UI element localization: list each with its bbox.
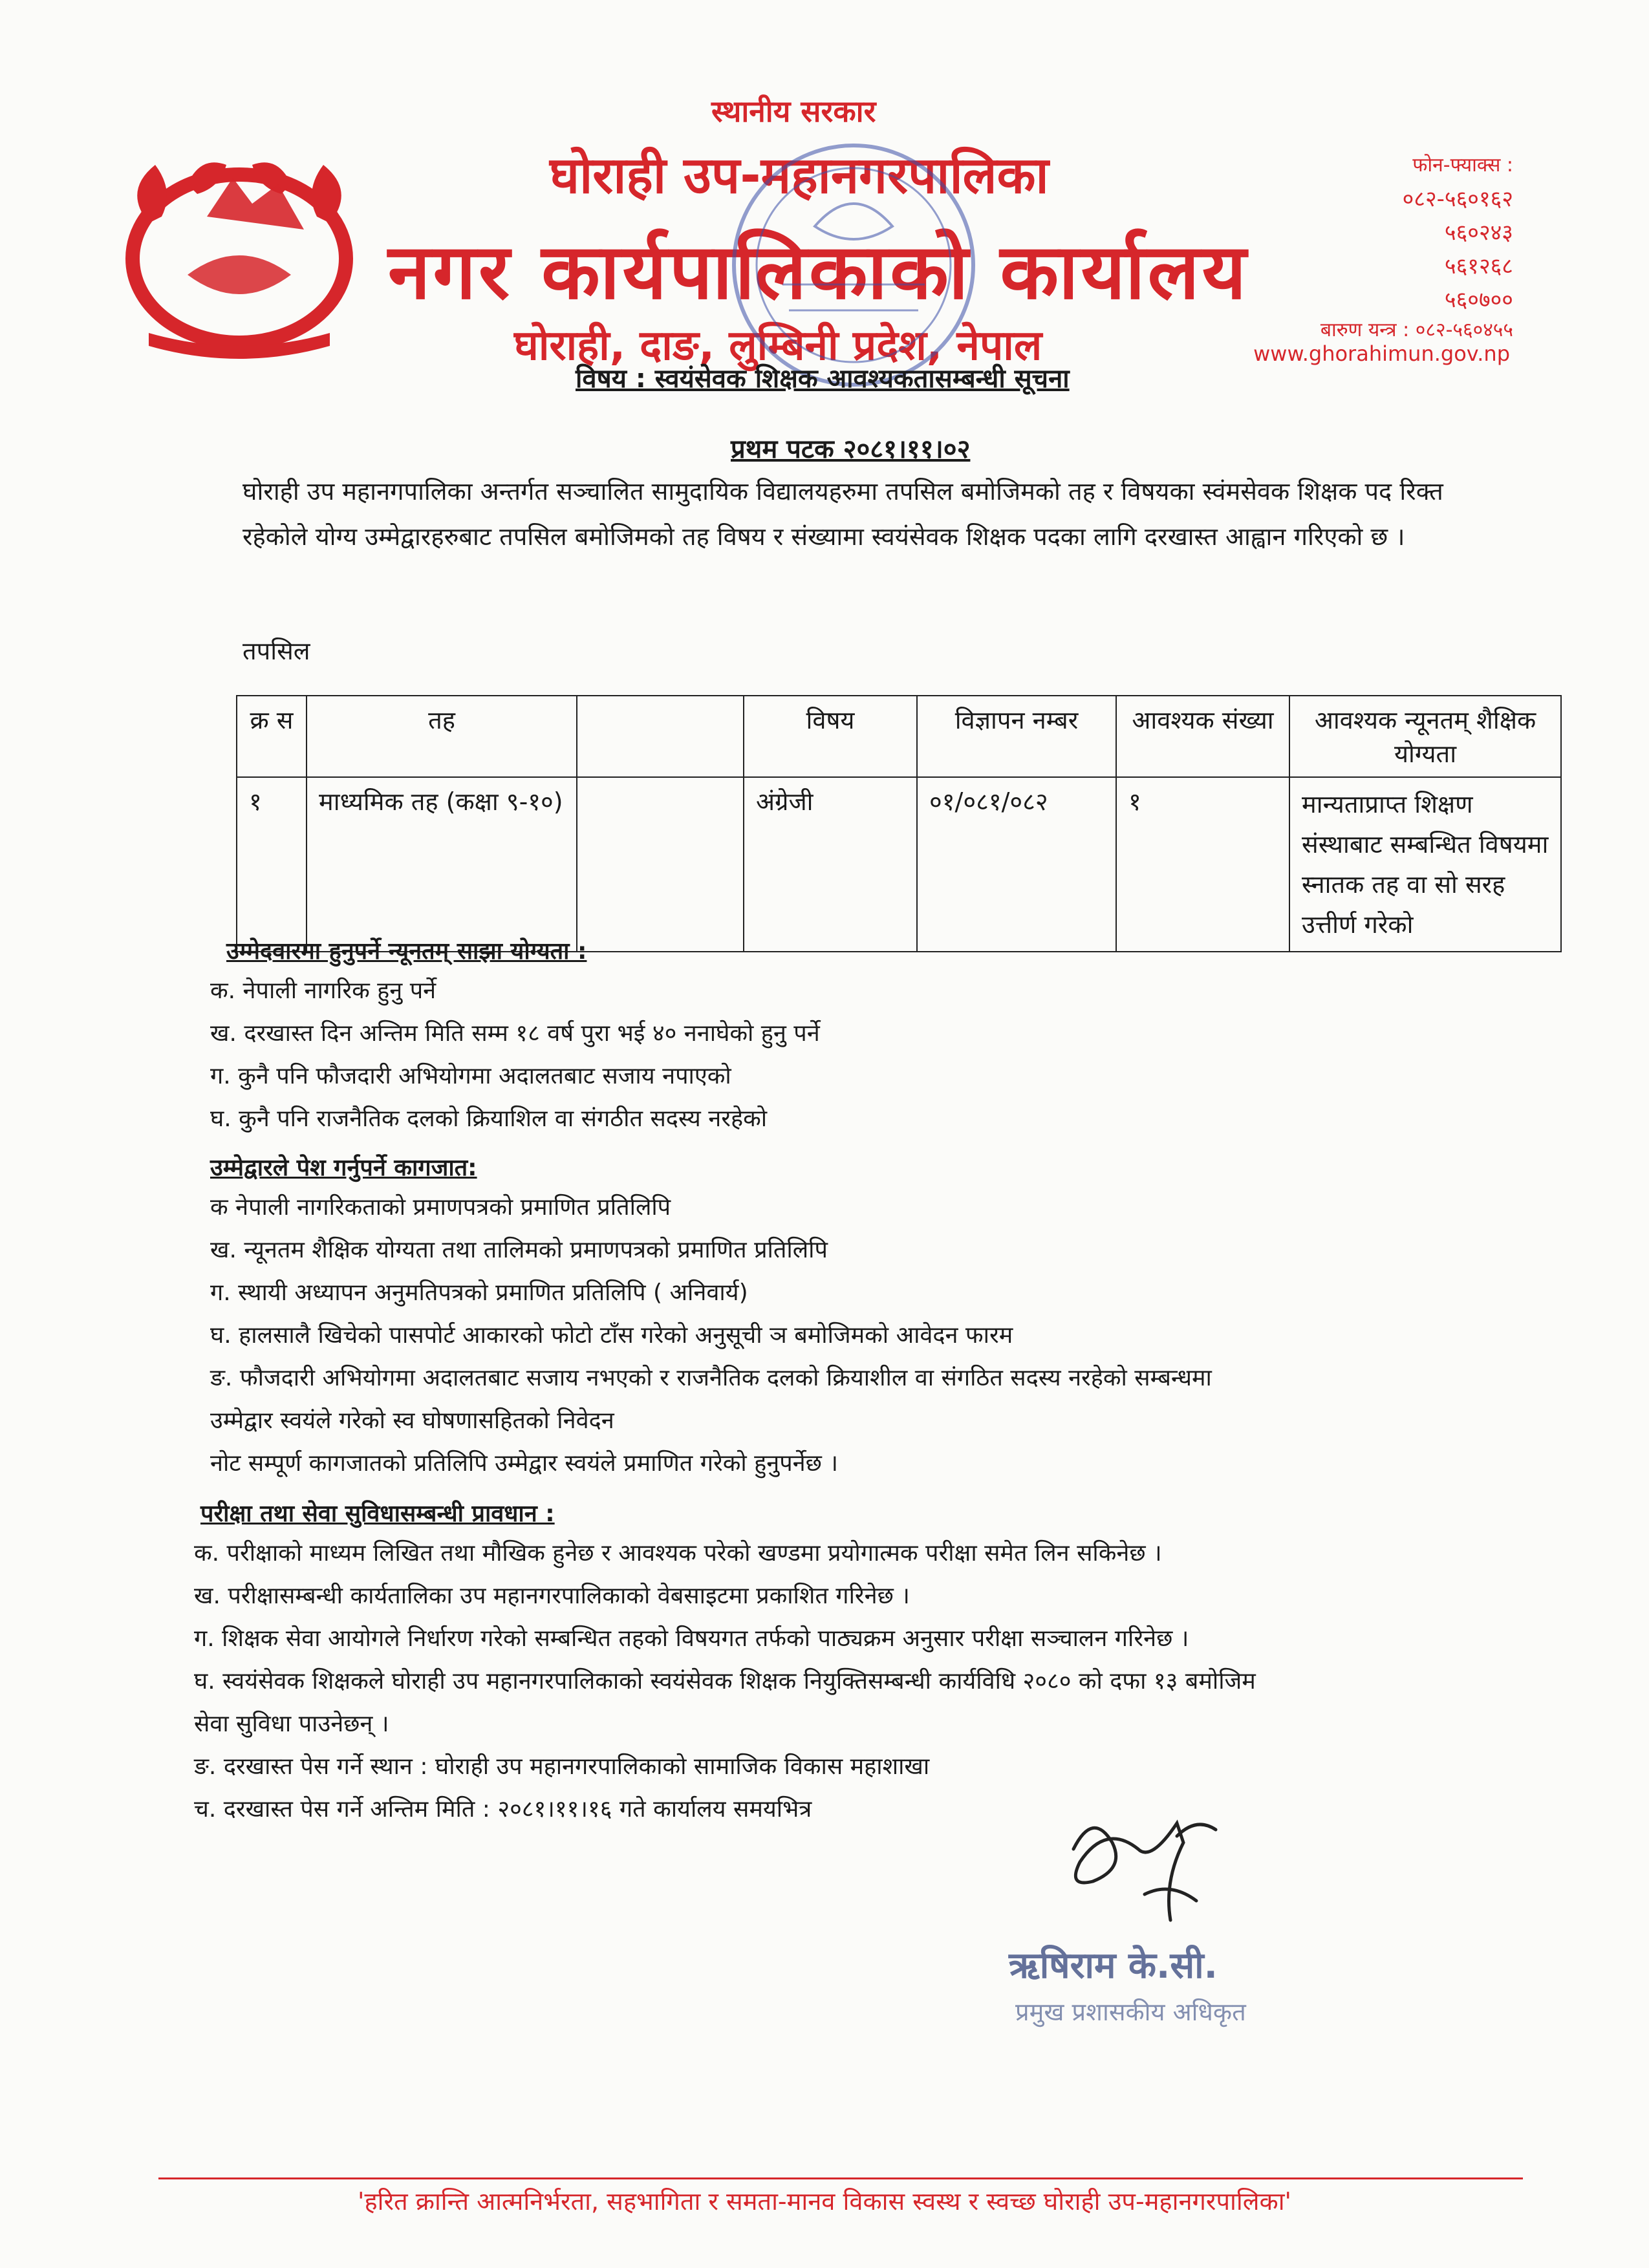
list-item: ग. शिक्षक सेवा आयोगले निर्धारण गरेको सम्बन्धित तहको विषयगत तर्फको पाठ्यक्रम अनुसार परीक्षा सञ्चालन गरिनेछ । — [194, 1625, 1189, 1652]
website-link[interactable]: www.ghorahimun.gov.np — [1253, 341, 1510, 366]
list-item: ग. स्थायी अध्यापन अनुमतिपत्रको प्रमाणित प्रतिलिपि ( अनिवार्य) — [210, 1279, 748, 1306]
list-item: क. नेपाली नागरिक हुनु पर्ने — [210, 978, 436, 1004]
exam-provisions-list — [194, 1532, 1256, 1831]
cell-advt-no: ०१/०८१/०८२ — [917, 777, 1116, 952]
phone-number: ०८२-५६०१६२ — [1402, 186, 1513, 212]
documents-list — [210, 1186, 1212, 1485]
letterhead-local-gov: स्थानीय सरकार — [711, 94, 876, 129]
list-item: क नेपाली नागरिकताको प्रमाणपत्रको प्रमाणित प्रतिलिपि — [210, 1194, 671, 1221]
phone-label: फोन-फ्याक्स : — [1412, 154, 1513, 177]
list-item: ख. न्यूनतम शैक्षिक योग्यता तथा तालिमको प्रमाणपत्रको प्रमाणित प्रतिलिपि — [210, 1237, 828, 1263]
list-item: नोट सम्पूर्ण कागजातको प्रतिलिपि उम्मेद्वार स्वयंले प्रमाणित गरेको हुनुपर्नेछ । — [210, 1450, 838, 1477]
col-header-advt-no: विज्ञापन नम्बर — [917, 696, 1116, 777]
notice-round-date: प्रथम पटक २०८१।११।०२ — [731, 434, 971, 464]
col-header-sn: क्र स — [237, 696, 307, 777]
col-header-subject: विषय — [744, 696, 917, 777]
col-header-level: तह — [307, 696, 577, 777]
cell-subject: अंग्रेजी — [744, 777, 917, 952]
section-heading-documents: उम्मेद्वारले पेश गर्नुपर्ने कागजात: — [210, 1155, 477, 1181]
list-item: ग. कुनै पनि फौजदारी अभियोगमा अदालतबाट सजाय नपाएको — [210, 1063, 731, 1089]
list-item: सेवा सुविधा पाउनेछन् । — [194, 1711, 389, 1737]
letterhead-municipality: घोराही उप-महानगरपालिका — [550, 147, 1049, 205]
col-header-count: आवश्यक संख्या — [1116, 696, 1289, 777]
list-item: उम्मेद्वार स्वयंले गरेको स्व घोषणासहितको निवेदन — [210, 1407, 614, 1434]
cell-sn: १ — [237, 777, 307, 952]
cell-blank — [577, 777, 744, 952]
signatory-title: प्रमुख प्रशासकीय अधिकृत — [1015, 1998, 1246, 2026]
letterhead-address: घोराही, दाङ, लुम्बिनी प्रदेश, नेपाल — [514, 322, 1042, 370]
annex-label: तपसिल — [242, 637, 310, 665]
table-row — [237, 777, 1561, 952]
list-item: घ. स्वयंसेवक शिक्षकले घोराही उप महानगरपालिकाको स्वयंसेवक शिक्षक नियुक्तिसम्बन्धी कार्यविधि २०८० को दफा १३ बमोजिम — [194, 1668, 1256, 1695]
office-stamp-icon — [724, 136, 983, 394]
list-item: ङ. दरखास्त पेस गर्ने स्थान : घोराही उप महानगरपालिकाको सामाजिक विकास महाशाखा — [194, 1753, 930, 1780]
table-header-row — [237, 696, 1561, 777]
cell-count: १ — [1116, 777, 1289, 952]
signatory-name: ऋषिराम के.सी. — [1009, 1945, 1218, 1987]
nepal-emblem-icon — [110, 145, 369, 359]
list-item: घ. कुनै पनि राजनैतिक दलको क्रियाशिल वा संगठीत सदस्य नरहेको — [210, 1106, 768, 1132]
list-item: ख. दरखास्त दिन अन्तिम मिति सम्म १८ वर्ष पुरा भई ४० ननाघेको हुनु पर्ने — [210, 1020, 820, 1047]
list-item: च. दरखास्त पेस गर्ने अन्तिम मिति : २०८१।११।१६ गते कार्यालय समयभित्र — [194, 1796, 812, 1823]
common-qualifications-list — [210, 970, 820, 1140]
list-item: ङ. फौजदारी अभियोगमा अदालतबाट सजाय नभएको र राजनैतिक दलको क्रियाशील वा संगठित सदस्य नरहेको सम्बन्धमा — [210, 1365, 1212, 1391]
section-heading-common-qualifications: उम्मेदवारमा हुनुपर्ने न्यूनतम् साझा योग्यता : — [226, 938, 587, 965]
contact-block — [1320, 149, 1513, 341]
col-header-qualification: आवश्यक न्यूनतम् शैक्षिक योग्यता — [1289, 696, 1561, 777]
footer-divider — [158, 2177, 1523, 2179]
notice-intro-paragraph: घोराही उप महानगपालिका अन्तर्गत सञ्चालित सामुदायिक विद्यालयहरुमा तपसिल बमोजिमको तह र विषयका स्वंमसेवक शिक्षक पद रिक्त रहेकोले योग्य उम्मेद्वारहरुबाट तपसिल बमोजिमको तह विषय र संख्यामा स्वयंसेवक शिक्षक पदका लागि दरखास्त आह्वान गरिएको छ । — [242, 477, 1443, 551]
phone-number: ५६१२६८ — [1444, 253, 1513, 279]
cell-level: माध्यमिक तह (कक्षा ९-१०) — [307, 777, 577, 952]
list-item: क. परीक्षाको माध्यम लिखित तथा मौखिक हुनेछ र आवश्यक परेको खण्डमा प्रयोगात्मक परीक्षा समेत लिन सकिनेछ । — [194, 1540, 1162, 1567]
fax-number: बारुण यन्त्र : ०८२-५६०४५५ — [1320, 319, 1513, 341]
cell-qualification: मान्यताप्राप्त शिक्षण संस्थाबाट सम्बन्धित विषयमा स्नातक तह वा सो सरह उत्तीर्ण गरेको — [1289, 777, 1561, 952]
list-item: घ. हालसालै खिचेको पासपोर्ट आकारको फोटो टाँस गरेको अनुसूची ञ बमोजिमको आवेदन फारम — [210, 1322, 1013, 1349]
section-heading-exam: परीक्षा तथा सेवा सुविधासम्बन्धी प्रावधान : — [200, 1501, 555, 1527]
list-item: ख. परीक्षासम्बन्धी कार्यतालिका उप महानगरपालिकाको वेबसाइटमा प्रकाशित गरिनेछ । — [194, 1583, 910, 1609]
phone-number: ५६०७०० — [1444, 287, 1513, 313]
letterhead-office: नगर कार्यपालिकाको कार्यालय — [388, 227, 1249, 316]
phone-number: ५६०२४३ — [1444, 220, 1513, 246]
notice-subject: विषय : स्वयंसेवक शिक्षक आवश्यकतासम्बन्धी सूचना — [576, 364, 1070, 394]
vacancy-table — [236, 695, 1562, 952]
footer-motto: 'हरित क्रान्ति आत्मनिर्भरता, सहभागिता र समता-मानव विकास स्वस्थ र स्वच्छ घोराही उप-महानगरपालिका' — [358, 2187, 1291, 2216]
col-header-blank — [577, 696, 744, 777]
